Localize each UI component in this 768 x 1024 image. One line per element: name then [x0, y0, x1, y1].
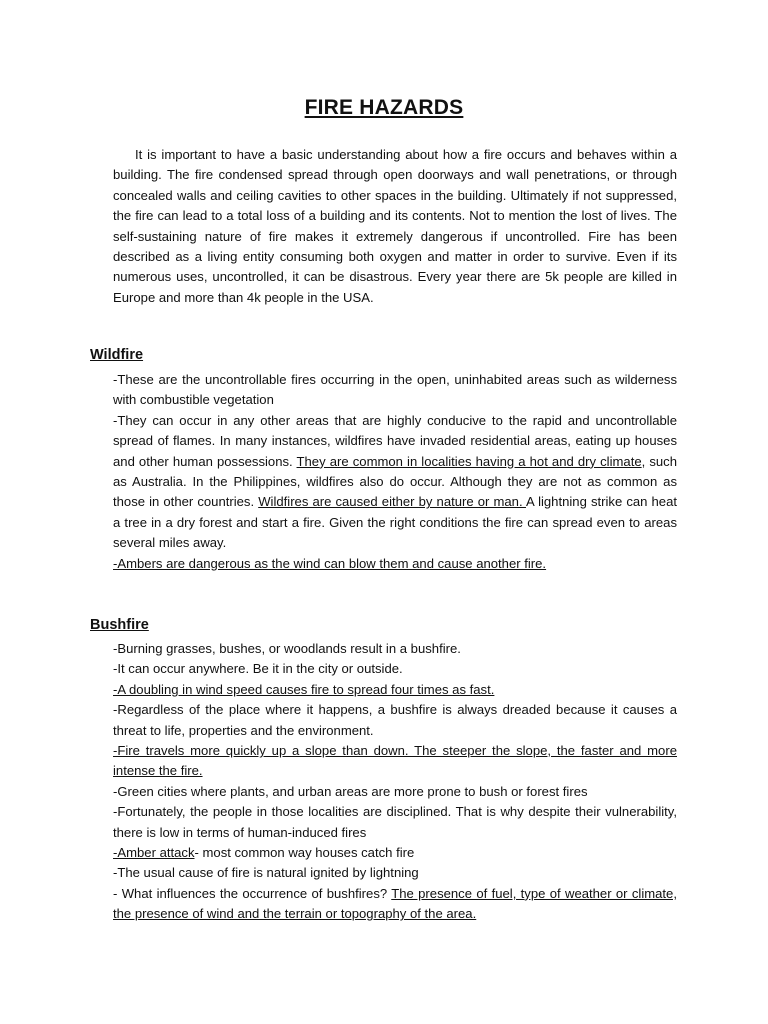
bushfire-line-3: -A doubling in wind speed causes fire to spread four times as fast.: [113, 681, 495, 697]
bushfire-amber-attack: -Amber attack: [113, 845, 195, 861]
bushfire-line-4: -Regardless of the place where it happens, a bushfire is always dreaded because it causes a threat to life, properties and the environment.: [113, 702, 677, 738]
wildfire-paragraph-3: -Ambers are dangerous as the wind can blow them and cause another fire.: [113, 555, 547, 571]
bushfire-line-10: [113, 884, 677, 925]
wildfire-section: [113, 370, 677, 574]
bushfire-line-7: -Fortunately, the people in those localities are disciplined. That is why despite their vulnerability, there is low in terms of human-induced fires: [113, 804, 677, 840]
bushfire-section: [113, 639, 677, 925]
bushfire-line-6: -Green cities where plants, and urban areas are more prone to bush or forest fires: [113, 783, 588, 799]
bushfire-heading: Bushfire: [90, 617, 149, 633]
bushfire-line-10-question: - What influences the occurrence of bushfires?: [113, 885, 392, 901]
wildfire-p2-text-c: , such as Australia. In the Philippines, wildfires also do occur. Although they are not as common as those in other countries.: [113, 453, 678, 510]
bushfire-line-10-answer: The presence of fuel, type of weather or climate, the presence of wind and the terrain or topography of the area.: [113, 885, 677, 922]
bushfire-line-9: -The usual cause of fire is natural ignited by lightning: [113, 865, 419, 881]
intro-paragraph: It is important to have a basic understanding about how a fire occurs and behaves within a building. The fire condensed spread through open doorways and wall penetrations, or through concealed walls and ceiling cavities to other spaces in the building. Ultimately if not suppressed, the fire can lead to a total loss of a building and its contents. Not to mention the lost of lives. The self-sustaining nature of fire makes it extremely dangerous if uncontrolled. Fire has been described as a living entity consuming both oxygen and matter in order to survive. Even if its numerous uses, uncontrolled, it can be disastrous. Every year there are 5k people are killed in Europe and more than 4k people in the USA.: [113, 147, 677, 305]
wildfire-p2-text-a: -They can occur in any other areas that are highly conducive to the rapid and uncontrollable spread of flames. In many instances, wildfires have invaded residential areas, eating up houses and other human possessions.: [113, 412, 677, 469]
bushfire-line-8-rest: - most common way houses catch fire: [194, 845, 415, 861]
page-title: FIRE HAZARDS: [304, 96, 464, 119]
bushfire-line-1: -Burning grasses, bushes, or woodlands result in a bushfire.: [113, 641, 461, 656]
wildfire-paragraph-1: -These are the uncontrollable fires occurring in the open, uninhabited areas such as wilderness with combustible vegetation: [113, 372, 677, 408]
bushfire-line-2: -It can occur anywhere. Be it in the city or outside.: [113, 661, 403, 677]
wildfire-p2-underlined-cause: Wildfires are caused either by nature or man.: [258, 494, 526, 510]
wildfire-p2-underlined-climate: They are common in localities having a hot and dry climate: [296, 453, 642, 469]
wildfire-heading: Wildfire: [90, 347, 144, 363]
wildfire-paragraph-2: [113, 411, 677, 554]
bushfire-line-8: [113, 843, 677, 863]
wildfire-p2-text-e: A lightning strike can heat a tree in a dry forest and start a fire. Given the right conditions the fire can spread even to areas several miles away.: [113, 494, 678, 551]
bushfire-line-5: -Fire travels more quickly up a slope than down. The steeper the slope, the faster and more intense the fire.: [113, 743, 677, 779]
